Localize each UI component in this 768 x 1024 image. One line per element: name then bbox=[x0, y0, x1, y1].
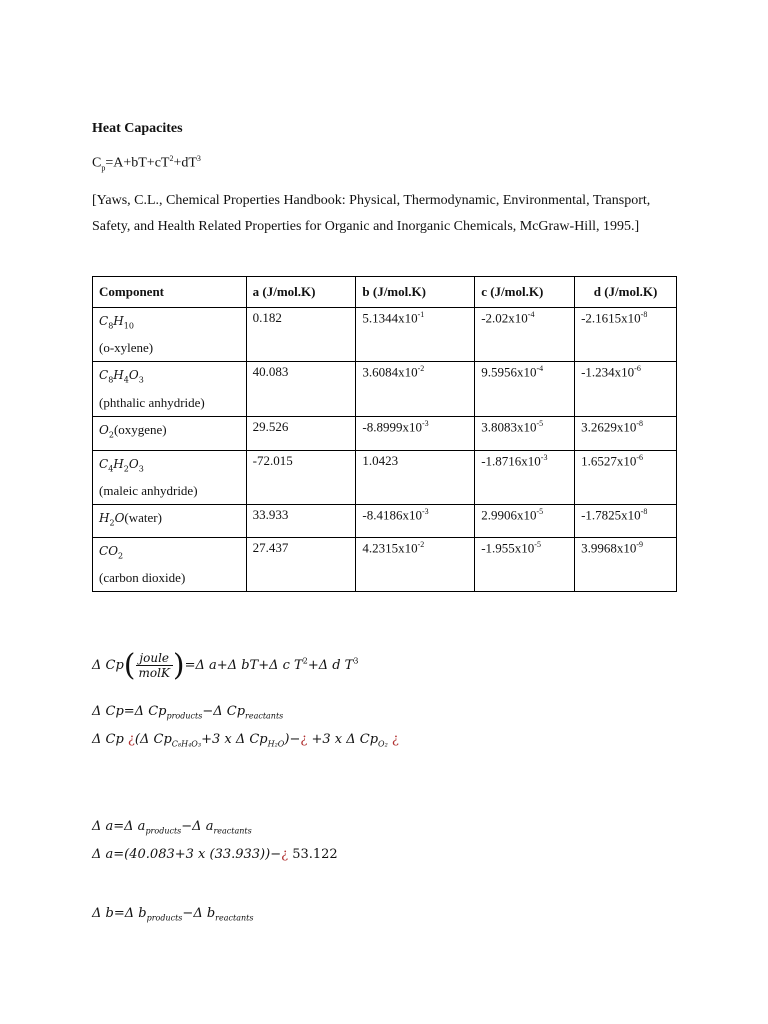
coef-c-cell bbox=[475, 416, 575, 450]
eq3-part4: +3 x Δ Cp bbox=[307, 732, 379, 747]
heat-capacity-table bbox=[92, 276, 677, 592]
eq4-lhs: Δ a=Δ a bbox=[92, 819, 146, 834]
formula-element: O bbox=[99, 422, 109, 437]
formula-element: C bbox=[99, 368, 109, 383]
formula-count: 2 bbox=[123, 464, 129, 474]
coef-b-cell bbox=[356, 362, 475, 416]
coef-d-cell bbox=[575, 505, 677, 537]
table-row bbox=[93, 450, 677, 504]
eq1-lhs: Δ Cp bbox=[92, 658, 124, 673]
coef-c-cell bbox=[475, 308, 575, 362]
formula-count: 2 bbox=[109, 518, 115, 528]
equation-delta-cp-products-reactants bbox=[92, 704, 283, 721]
section-title: Heat Capacites bbox=[92, 121, 183, 136]
formula-element: O bbox=[108, 543, 119, 558]
equation-delta-a-definition bbox=[92, 819, 252, 836]
table-row bbox=[93, 362, 677, 416]
cp-subscript: p bbox=[101, 163, 106, 173]
formula-element: C bbox=[99, 543, 109, 558]
chemical-formula bbox=[99, 511, 125, 528]
eq3-sub-phthalic: C₈H₄O₃ bbox=[171, 739, 202, 749]
coef-mantissa: -8.4186x10 bbox=[362, 507, 422, 523]
eq5-result: 53.122 bbox=[288, 847, 338, 862]
table-row bbox=[93, 308, 677, 362]
component-cell bbox=[93, 537, 247, 591]
chemical-formula bbox=[99, 422, 114, 440]
coef-c-cell bbox=[475, 362, 575, 416]
formula-count: 3 bbox=[138, 464, 144, 474]
component-name: (phthalic anhydride) bbox=[99, 394, 205, 410]
eq2-sub-reactants: reactants bbox=[245, 711, 284, 721]
reference-citation: [Yaws, C.L., Chemical Properties Handbook: Physical, Thermodynamic, Environmental, Transport, Safety, and Health Related Properties for Organic and Inorganic Chemicals, McGraw-Hill, 1995.] bbox=[92, 193, 651, 234]
formula-count: 3 bbox=[138, 375, 144, 385]
coef-mantissa: -2.02x10 bbox=[481, 310, 528, 326]
coef-mantissa: -1.234x10 bbox=[581, 364, 635, 380]
component-name: (o-xylene) bbox=[99, 340, 154, 356]
coef-mantissa: 5.1344x10 bbox=[362, 310, 418, 326]
coef-mantissa: -1.955x10 bbox=[481, 539, 535, 555]
coef-exponent: -4 bbox=[536, 364, 544, 374]
formula-element: H bbox=[113, 456, 124, 471]
header-a: a (J/mol.K) bbox=[246, 277, 356, 308]
component-name-inline: (water) bbox=[124, 510, 162, 526]
coef-exponent: -4 bbox=[527, 310, 535, 319]
coef-exponent: -6 bbox=[636, 452, 643, 462]
coef-exponent: -8 bbox=[640, 507, 648, 517]
coef-a-cell: 33.933 bbox=[246, 505, 356, 537]
coef-mantissa: 1.0423 bbox=[362, 452, 399, 468]
component-cell bbox=[93, 505, 247, 537]
eq4-sub-products: products bbox=[145, 826, 182, 836]
formula-count: 4 bbox=[108, 464, 114, 474]
coef-exponent: -3 bbox=[421, 418, 429, 428]
formula-element: O bbox=[128, 456, 139, 471]
formula-count: 2 bbox=[118, 550, 124, 560]
units-denominator: molK bbox=[138, 666, 170, 680]
chemical-formula bbox=[99, 314, 134, 331]
eq6-sub-products: products bbox=[146, 913, 183, 923]
eq1-rhs2: +Δ d T bbox=[307, 658, 354, 673]
table-row bbox=[93, 416, 677, 450]
formula-count: 4 bbox=[123, 375, 129, 385]
coef-a-cell: 0.182 bbox=[246, 308, 356, 362]
component-cell bbox=[93, 308, 247, 362]
formula-cube: 3 bbox=[196, 154, 201, 163]
eq1-square: 2 bbox=[302, 656, 308, 666]
eq1-rhs: =Δ a+Δ bT+Δ c T bbox=[184, 658, 303, 673]
equation-delta-a-value bbox=[92, 847, 338, 862]
chemical-formula bbox=[99, 368, 144, 385]
coef-exponent: -9 bbox=[636, 539, 643, 549]
formula-element: H bbox=[99, 511, 110, 526]
eq3-part3: )− bbox=[284, 732, 301, 747]
coef-a-cell: 27.437 bbox=[246, 537, 356, 591]
coef-exponent: -2 bbox=[417, 364, 425, 374]
coef-d-cell bbox=[575, 416, 677, 450]
coef-b-cell bbox=[356, 416, 475, 450]
component-name: (maleic anhydride) bbox=[99, 483, 198, 499]
eq3-sub-oxygen: O₂ bbox=[378, 739, 388, 749]
eq6-mid: −Δ b bbox=[182, 906, 216, 921]
units-fraction bbox=[136, 651, 173, 680]
eq6-lhs: Δ b=Δ b bbox=[92, 906, 147, 921]
coef-b-cell bbox=[356, 505, 475, 537]
coef-a-cell: 29.526 bbox=[246, 416, 356, 450]
formula-count: 8 bbox=[108, 321, 114, 331]
formula-element: H bbox=[113, 314, 124, 328]
eq4-mid: −Δ a bbox=[181, 819, 214, 834]
eq3-unknown-char-3: ¿ bbox=[387, 732, 399, 747]
equation-delta-b-definition bbox=[92, 906, 253, 923]
eq3-part2: +3 x Δ Cp bbox=[201, 732, 268, 747]
formula-count: 8 bbox=[108, 375, 114, 385]
chemical-formula bbox=[99, 544, 123, 558]
formula-part-1: =A+bT+cT bbox=[105, 155, 170, 171]
component-name: (carbon dioxide) bbox=[99, 569, 186, 585]
formula-part-2: +dT bbox=[173, 155, 197, 171]
coef-exponent: -6 bbox=[634, 364, 641, 374]
eq3-part1: (Δ Cp bbox=[134, 732, 172, 747]
formula-element: O bbox=[128, 368, 139, 383]
table-row bbox=[93, 537, 677, 591]
coef-mantissa: 3.8083x10 bbox=[481, 419, 537, 435]
chemical-formula bbox=[99, 456, 144, 474]
coef-exponent: -8 bbox=[640, 310, 648, 319]
coef-d-cell bbox=[575, 362, 677, 416]
coef-exponent: -8 bbox=[636, 418, 643, 428]
eq3-lhs: Δ Cp bbox=[92, 732, 128, 747]
eq6-sub-reactants: reactants bbox=[215, 913, 254, 923]
coef-mantissa: 3.2629x10 bbox=[581, 419, 637, 435]
coef-d-cell bbox=[575, 537, 677, 591]
header-component: Component bbox=[93, 277, 247, 308]
component-cell bbox=[93, 450, 247, 504]
coef-exponent: -2 bbox=[417, 539, 425, 549]
eq2-lhs: Δ Cp=Δ Cp bbox=[92, 704, 167, 719]
eq5-lhs: Δ a= bbox=[92, 847, 125, 862]
eq3-unknown-char-2: ¿ bbox=[300, 732, 308, 747]
table-header-row bbox=[93, 277, 677, 308]
coef-exponent: -5 bbox=[536, 507, 544, 517]
coef-c-cell bbox=[475, 505, 575, 537]
equation-delta-cp-species bbox=[92, 732, 399, 749]
eq5-body: (40.083+3 x (33.933))− bbox=[124, 847, 282, 862]
header-b: b (J/mol.K) bbox=[356, 277, 475, 308]
coef-c-cell bbox=[475, 450, 575, 504]
coef-exponent: -5 bbox=[536, 418, 544, 428]
coef-mantissa: -1.7825x10 bbox=[581, 507, 641, 523]
units-numerator: joule bbox=[136, 651, 173, 666]
coef-d-cell bbox=[575, 450, 677, 504]
component-cell bbox=[93, 362, 247, 416]
coef-a-cell: -72.015 bbox=[246, 450, 356, 504]
eq3-unknown-char-1: ¿ bbox=[127, 732, 135, 747]
coef-mantissa: -8.8999x10 bbox=[362, 419, 422, 435]
eq2-mid: −Δ Cp bbox=[202, 704, 246, 719]
table-row bbox=[93, 505, 677, 537]
component-name-inline: (oxygene) bbox=[113, 421, 167, 437]
eq2-sub-products: products bbox=[166, 711, 203, 721]
coef-b-cell bbox=[356, 450, 475, 504]
component-cell bbox=[93, 416, 247, 450]
coef-mantissa: 1.6527x10 bbox=[581, 453, 637, 469]
formula-element: C bbox=[99, 314, 109, 328]
formula-count: 10 bbox=[123, 321, 134, 331]
coef-b-cell bbox=[356, 308, 475, 362]
coef-mantissa: 3.6084x10 bbox=[362, 364, 418, 380]
formula-element: H bbox=[113, 368, 124, 383]
coef-b-cell bbox=[356, 537, 475, 591]
cp-symbol: C bbox=[92, 155, 102, 171]
coef-c-cell bbox=[475, 537, 575, 591]
formula-element: O bbox=[114, 511, 125, 526]
formula-square: 2 bbox=[169, 154, 174, 163]
coef-exponent: -1 bbox=[417, 310, 425, 319]
coef-mantissa: 3.9968x10 bbox=[581, 539, 637, 555]
formula-element: C bbox=[99, 456, 109, 471]
coef-mantissa: 9.5956x10 bbox=[481, 364, 537, 380]
eq4-sub-reactants: reactants bbox=[213, 826, 252, 836]
cp-formula bbox=[92, 154, 201, 172]
eq1-cube: 3 bbox=[353, 656, 359, 666]
coef-mantissa: -1.8716x10 bbox=[481, 453, 541, 469]
eq3-sub-water: H₂O bbox=[267, 739, 285, 749]
coef-a-cell: 40.083 bbox=[246, 362, 356, 416]
coef-exponent: -3 bbox=[540, 452, 548, 462]
header-c: c (J/mol.K) bbox=[475, 277, 575, 308]
coef-exponent: -5 bbox=[534, 539, 541, 549]
header-d: d (J/mol.K) bbox=[575, 277, 677, 308]
coef-d-cell bbox=[575, 308, 677, 362]
formula-count: 2 bbox=[108, 430, 114, 440]
eq5-unknown-char: ¿ bbox=[281, 847, 289, 862]
equation-delta-cp-definition: Δ Cp( $\frac{\text{joule}}{\text{molK}}$ )=Δ a+Δ bT+Δ c $T^2+\Delta$ d $T^3$ bbox=[92, 648, 359, 683]
coef-mantissa: 2.9906x10 bbox=[481, 507, 537, 523]
coef-mantissa: 4.2315x10 bbox=[362, 539, 418, 555]
coef-mantissa: -2.1615x10 bbox=[581, 310, 641, 326]
coef-exponent: -3 bbox=[421, 507, 429, 517]
